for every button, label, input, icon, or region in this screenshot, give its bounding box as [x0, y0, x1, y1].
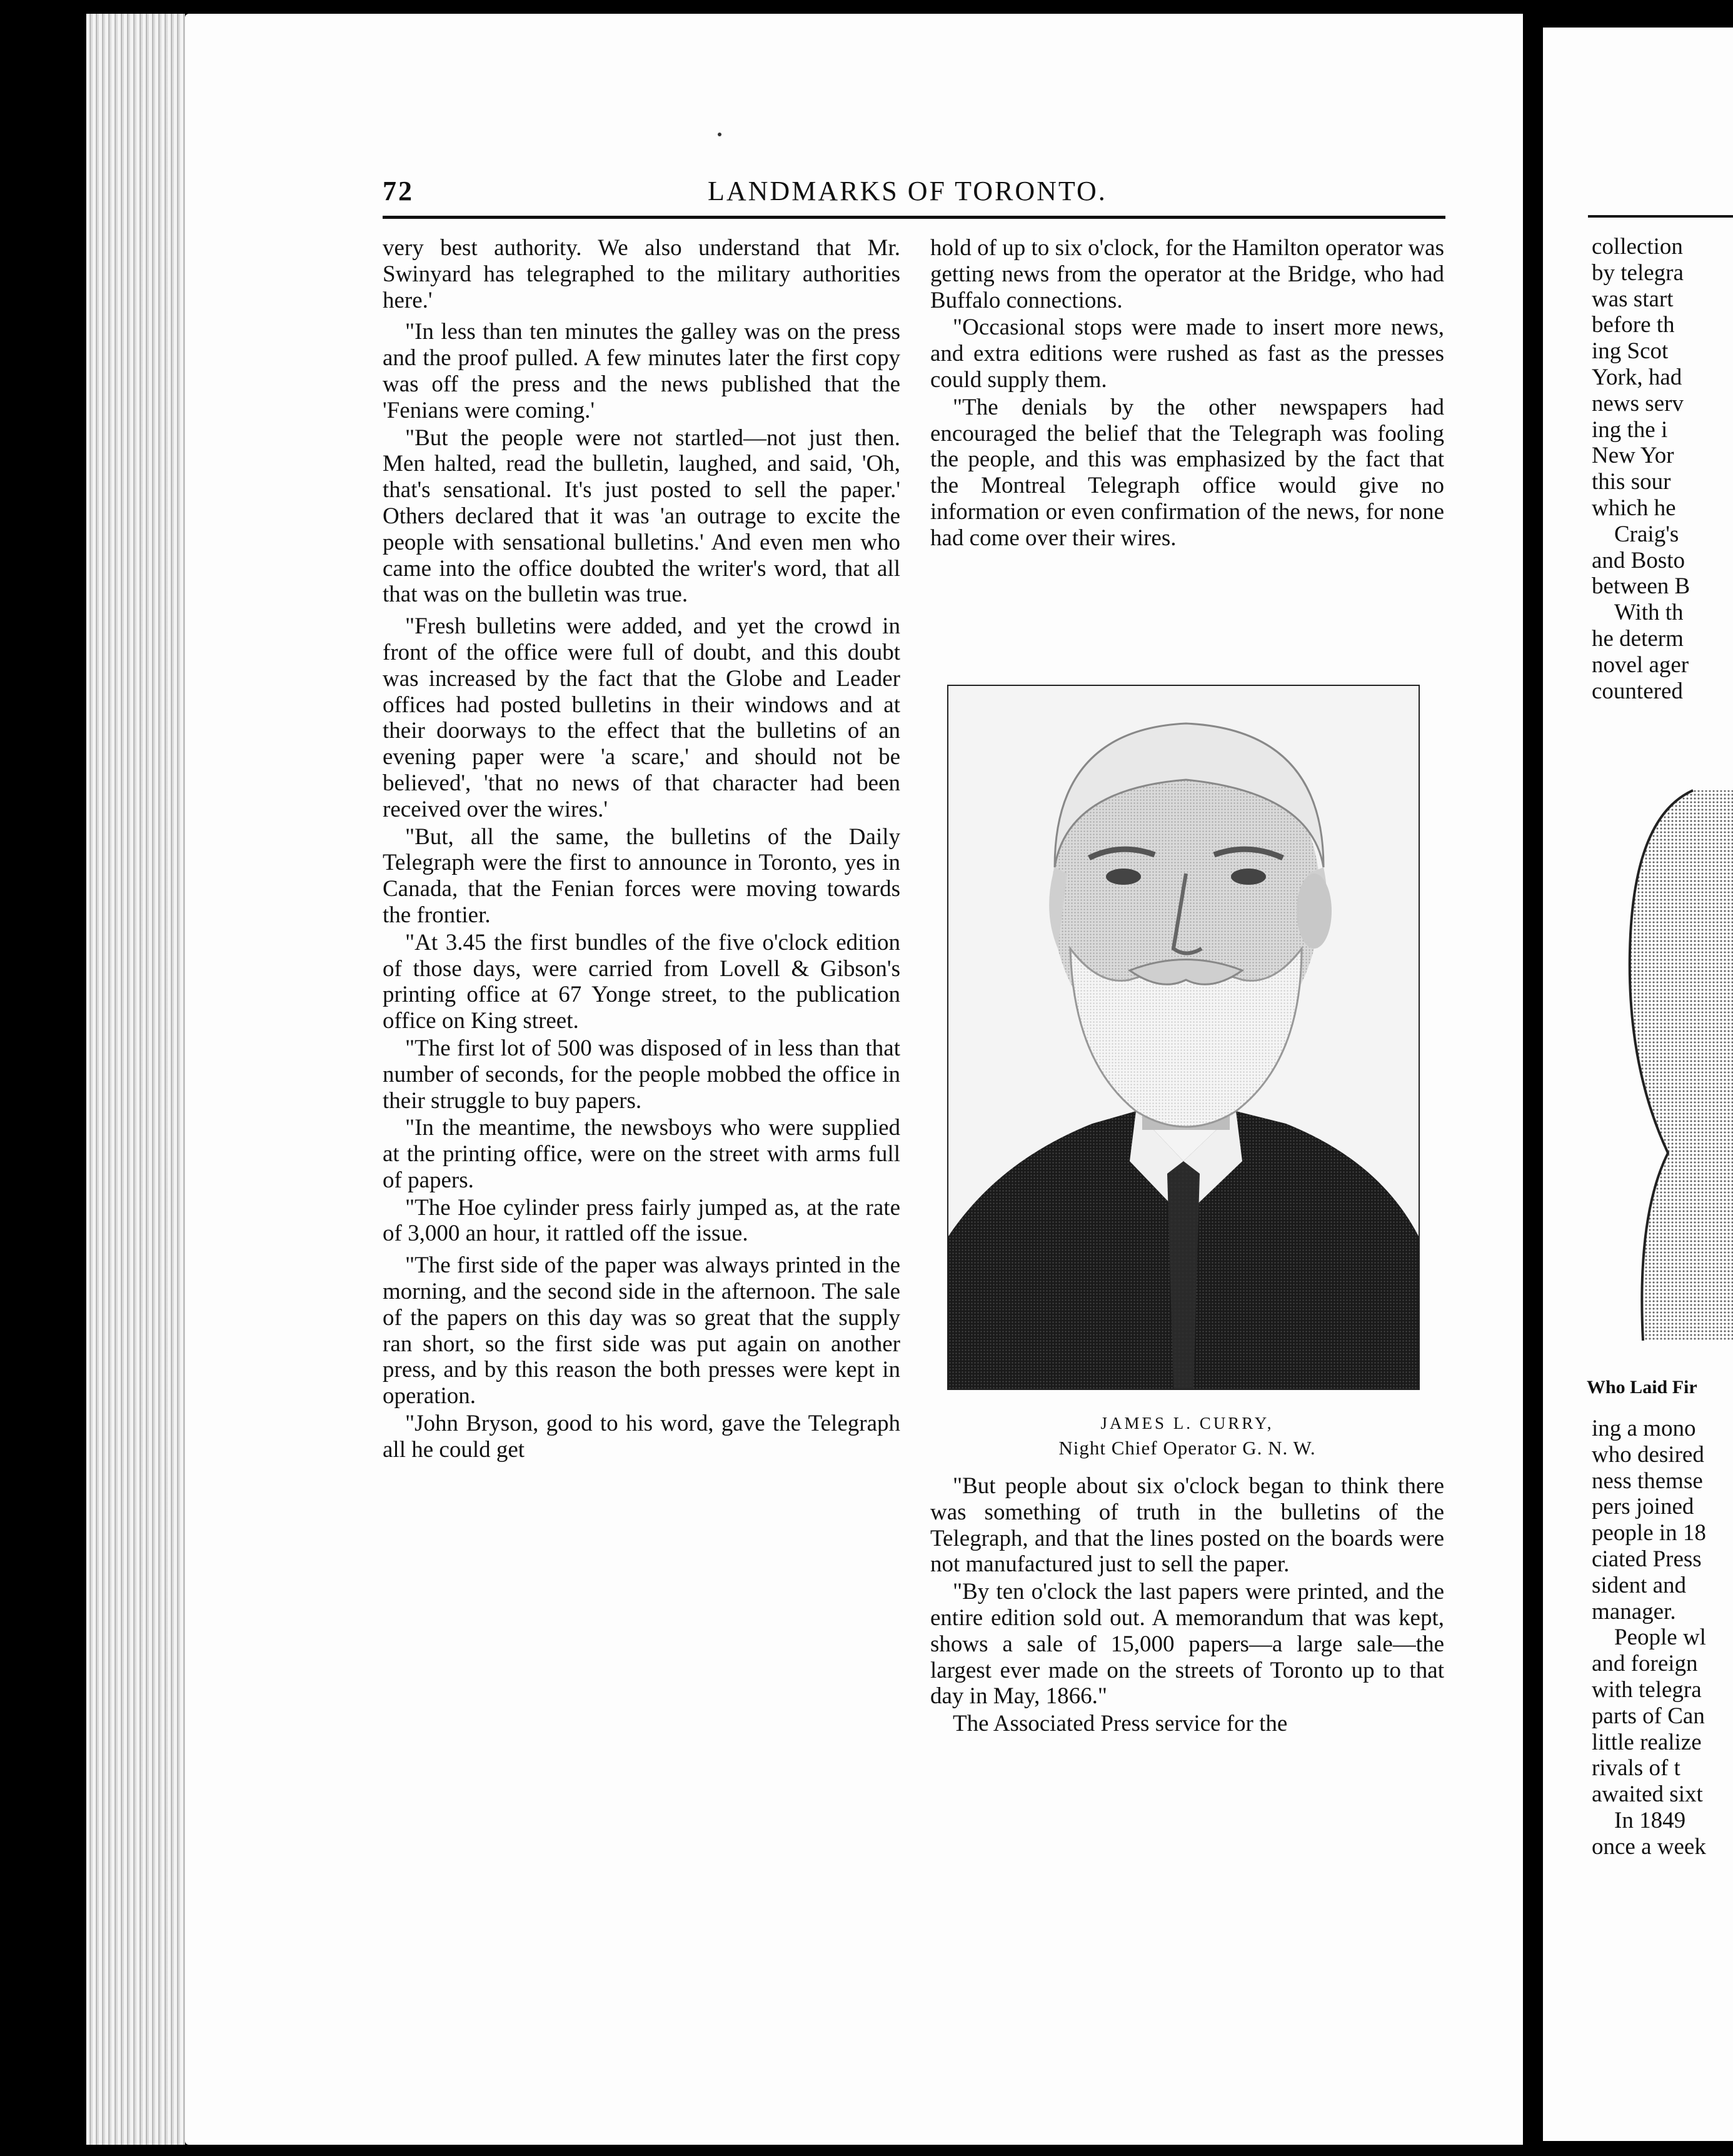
page-edge-stack: [86, 14, 185, 2145]
text-line: People wl: [1614, 1625, 1706, 1651]
paragraph: hold of up to six o'clock, for the Hamilton operator was getting news from the operator at the Bridge, who had Buffalo connections.: [930, 235, 1444, 313]
text-line: little realize: [1592, 1729, 1702, 1755]
right-text-fragment-bottom: [1592, 1416, 1733, 1860]
paragraph: "In less than ten minutes the galley was on the press and the proof pulled. A few minutes later the first copy was off the press and the news published that the 'Fenians were coming.': [383, 319, 900, 423]
text-line: awaited sixt: [1592, 1781, 1703, 1808]
text-line: pers joined: [1592, 1494, 1694, 1520]
text-line: countered: [1592, 678, 1683, 704]
print-speck: [718, 133, 721, 136]
text-line: rivals of t: [1592, 1755, 1680, 1781]
paragraph: "By ten o'clock the last papers were printed, and the entire edition sold out. A memorandum that was kept, shows a sale of 15,000 papers—a large sale—the largest ever made on the streets of Toronto up to that day in May, 1866.": [930, 1579, 1444, 1710]
text-line: was start: [1592, 286, 1674, 312]
text-line: ness themse: [1592, 1468, 1703, 1494]
text-line: New Yor: [1592, 443, 1674, 469]
caption-name: JAMES L. CURRY,: [1100, 1414, 1274, 1433]
book-gutter: [1523, 14, 1543, 2145]
text-line: which he: [1592, 495, 1676, 521]
running-head: LANDMARKS OF TORONTO.: [708, 176, 1107, 206]
text-line: who desired: [1592, 1441, 1704, 1468]
text-line: parts of Can: [1592, 1703, 1705, 1729]
text-line: news serv: [1592, 390, 1684, 416]
text-line: with telegra: [1592, 1676, 1702, 1703]
text-line: ing a mono: [1592, 1416, 1696, 1441]
right-page-fragment: [1543, 28, 1733, 2141]
right-header-rule: [1588, 215, 1733, 218]
page-number: 72: [383, 176, 414, 206]
paragraph: "The denials by the other newspapers had encouraged the belief that the Telegraph was fooling the people, and this was emphasized by the fact that the Montreal Telegraph office would give no information or even confirmation of the news, for none had come over their wires.: [930, 394, 1444, 551]
right-portrait-illustration: [1618, 778, 1733, 1341]
text-line: sident and: [1592, 1572, 1687, 1598]
paragraph: "But the people were not startled—not just then. Men halted, read the bulletin, laughed, and said, 'Oh, that's sensational. It's just posted to sell the paper.' Others declared that it was 'an outrage to excite the people with sensational bulletins.' And even men who came into the office doubted the writer's word, that all that was on the bulletin was true.: [383, 425, 900, 608]
paragraph: "The first lot of 500 was disposed of in less than that number of seconds, for the people mobbed the office in their struggle to buy papers.: [383, 1035, 900, 1114]
text-line: before th: [1592, 312, 1675, 338]
text-line: and Bosto: [1592, 547, 1685, 573]
paragraph: "But, all the same, the bulletins of the Daily Telegraph were the first to announce in Toronto, yes in Canada, that the Fenian forces were moving towards the frontier.: [383, 824, 900, 928]
page-header: [383, 175, 1445, 215]
caption-title: Night Chief Operator G. N. W.: [1058, 1437, 1316, 1459]
text-line: people in 18: [1592, 1520, 1706, 1546]
text-line: ciated Press: [1592, 1546, 1702, 1572]
header-rule: [383, 216, 1445, 219]
text-line: ing the i: [1592, 416, 1668, 443]
text-line: he determ: [1592, 625, 1684, 652]
paragraph: "Occasional stops were made to insert more news, and extra editions were rushed as fast as the presses could supply them.: [930, 315, 1444, 393]
text-line: this sour: [1592, 469, 1671, 495]
right-caption-fragment: Who Laid Fir: [1587, 1377, 1697, 1398]
left-text-column: [383, 235, 900, 1469]
portrait-photo: [947, 685, 1420, 1390]
text-line: and foreign: [1592, 1651, 1698, 1677]
text-line: With th: [1614, 600, 1684, 626]
text-line: York, had: [1592, 364, 1682, 390]
paragraph: "At 3.45 the first bundles of the five o'clock edition of those days, were carried from Lovell & Gibson's printing office at 67 Yonge street, to the publication office on King street.: [383, 929, 900, 1034]
text-line: Craig's: [1614, 521, 1679, 547]
paragraph: "John Bryson, good to his word, gave the Telegraph all he could get: [383, 1411, 900, 1463]
text-line: novel ager: [1592, 652, 1689, 678]
text-line: between B: [1592, 573, 1690, 600]
paragraph: The Associated Press service for the: [953, 1711, 1288, 1737]
right-portrait-fragment: [1618, 778, 1733, 1341]
paragraph: "The first side of the paper was always printed in the morning, and the second side in the afternoon. The sale of the papers on this day was so great that the supply ran short, so the first side was put again on another press, and by this reason the both presses were kept in operation.: [383, 1252, 900, 1409]
text-line: once a week: [1592, 1833, 1706, 1860]
middle-text-column: [930, 235, 1444, 557]
text-line: collection: [1592, 234, 1683, 259]
text-line: ing Scot: [1592, 338, 1669, 365]
text-line: by telegra: [1592, 259, 1684, 286]
portrait-illustration: [948, 686, 1419, 1389]
right-text-fragment-top: [1592, 234, 1733, 704]
middle-text-column-lower: [930, 1473, 1444, 1743]
text-line: manager.: [1592, 1598, 1676, 1625]
paragraph: very best authority. We also understand that Mr. Swinyard has telegraphed to the military authorities here.': [383, 235, 900, 313]
text-line: In 1849: [1614, 1807, 1686, 1833]
paragraph: "In the meantime, the newsboys who were supplied at the printing office, were on the street with arms full of papers.: [383, 1115, 900, 1193]
paragraph: "But people about six o'clock began to think there was something of truth in the bulletins of the Telegraph, and that the lines posted on the boards were not manufactured just to sell the paper.: [930, 1473, 1444, 1578]
paragraph: "Fresh bulletins were added, and yet the crowd in front of the office were full of doubt, and this doubt was increased by the fact that the Globe and Leader offices had posted bulletins in their windows and at their doorways to the effect that the bulletins of an evening paper were 'a scare,' and should not be believed', 'that no news of that character had been received over the wires.': [383, 613, 900, 822]
portrait-caption: [930, 1411, 1444, 1461]
paragraph: "The Hoe cylinder press fairly jumped as, at the rate of 3,000 an hour, it rattled off the issue.: [383, 1194, 900, 1247]
